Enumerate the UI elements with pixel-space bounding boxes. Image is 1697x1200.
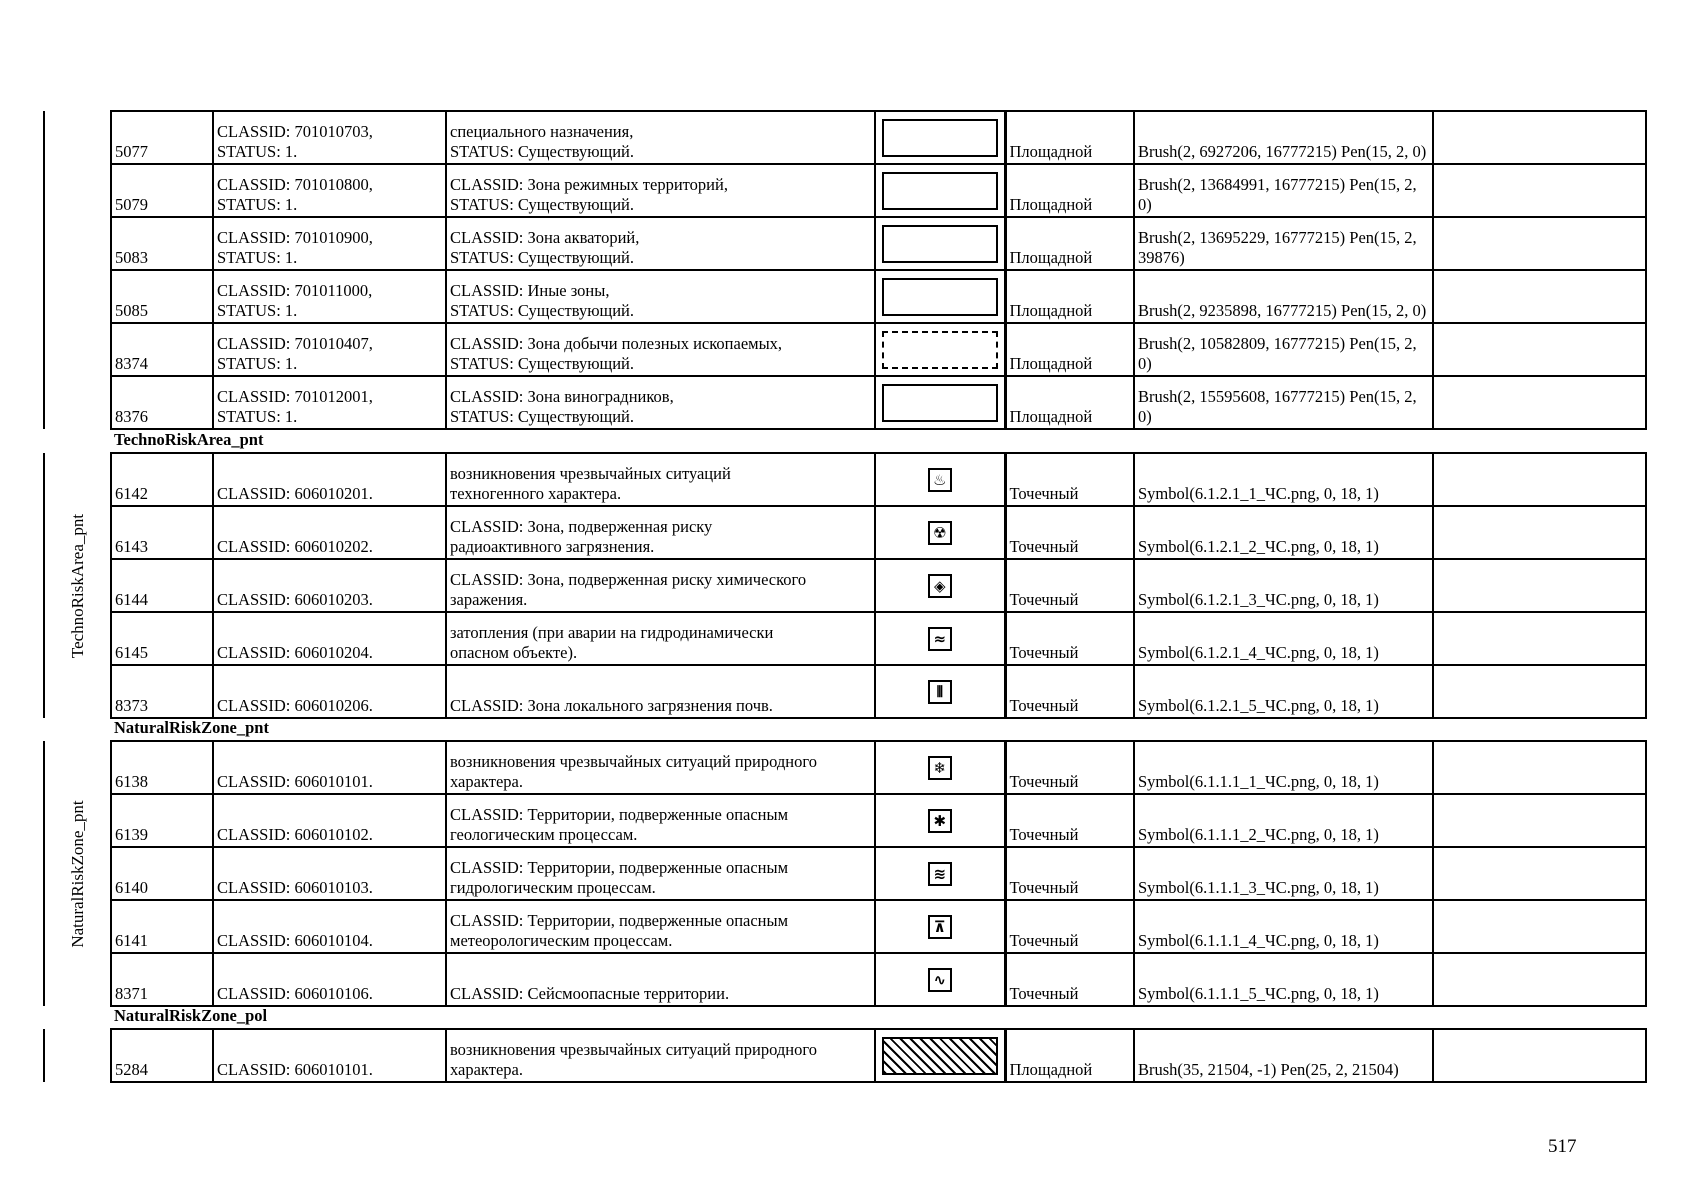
style-text: Brush(2, 9235898, 16777215) Pen(15, 2, 0)	[1138, 301, 1427, 320]
seismic-icon: ∿	[928, 968, 952, 992]
geometry-type: Площадной	[1009, 248, 1093, 267]
extra-cell	[1433, 900, 1646, 953]
style-text: Brush(2, 6927206, 16777215) Pen(15, 2, 0)	[1138, 142, 1427, 161]
soil-pollution-icon: ⦀	[928, 680, 952, 704]
classid-text: CLASSID: 701010800, STATUS: 1.	[217, 175, 373, 214]
extra-cell	[1433, 111, 1646, 164]
table-row	[44, 794, 1646, 847]
extra-cell	[1433, 847, 1646, 900]
description-cell	[446, 376, 875, 429]
style-text: Brush(2, 13684991, 16777215) Pen(15, 2, 0)	[1138, 175, 1417, 214]
description-text: возникновения чрезвычайных ситуаций техногенного характера.	[450, 464, 731, 503]
extra-cell	[1433, 164, 1646, 217]
code-cell	[111, 847, 213, 900]
area-fill-sample	[882, 225, 998, 263]
geometry-type: Точечный	[1009, 984, 1079, 1003]
classid-cell	[213, 164, 446, 217]
type-cell	[1005, 217, 1134, 270]
group-side-cell	[44, 741, 111, 1006]
geometry-type: Точечный	[1009, 484, 1079, 503]
classid-cell	[213, 665, 446, 718]
table-row	[44, 1029, 1646, 1082]
group-side-label: TechnoRiskArea_pnt	[67, 513, 87, 658]
type-cell	[1005, 794, 1134, 847]
description-text: возникновения чрезвычайных ситуаций природного характера.	[450, 1040, 817, 1079]
classid-text: CLASSID: 606010104.	[217, 931, 373, 950]
geometry-type: Площадной	[1009, 1060, 1093, 1079]
classid-cell	[213, 900, 446, 953]
group-title: TechnoRiskArea_pnt	[114, 430, 264, 449]
classid-text: CLASSID: 701010900, STATUS: 1.	[217, 228, 373, 267]
code-cell	[111, 164, 213, 217]
style-text: Brush(35, 21504, -1) Pen(25, 2, 21504)	[1138, 1060, 1399, 1079]
style-text: Symbol(6.1.2.1_2_ЧС.png, 0, 18, 1)	[1138, 537, 1379, 556]
description-text: CLASSID: Зона добычи полезных ископаемых, STATUS: Существующий.	[450, 334, 783, 373]
symbol-cell	[875, 953, 1005, 1006]
symbol-cell	[875, 665, 1005, 718]
style-text: Symbol(6.1.1.1_4_ЧС.png, 0, 18, 1)	[1138, 931, 1379, 950]
classid-text: CLASSID: 701012001, STATUS: 1.	[217, 387, 373, 426]
extra-cell	[1433, 665, 1646, 718]
description-cell	[446, 453, 875, 506]
description-cell	[446, 164, 875, 217]
code-cell	[111, 506, 213, 559]
type-cell	[1005, 506, 1134, 559]
table-row	[44, 665, 1646, 718]
geometry-type: Точечный	[1009, 878, 1079, 897]
description-cell	[446, 217, 875, 270]
description-text: CLASSID: Зона виноградников, STATUS: Существующий.	[450, 387, 674, 426]
table-row	[44, 900, 1646, 953]
group-side-label: NaturalRiskZone_pnt	[67, 799, 87, 948]
style-cell	[1134, 953, 1433, 1006]
table-row	[44, 847, 1646, 900]
symbol-cell	[875, 506, 1005, 559]
style-cell	[1134, 453, 1433, 506]
description-text: CLASSID: Зона локального загрязнения почв.	[450, 696, 773, 715]
style-cell	[1134, 612, 1433, 665]
description-text: CLASSID: Зона режимных территорий, STATUS: Существующий.	[450, 175, 728, 214]
style-cell	[1134, 164, 1433, 217]
style-cell	[1134, 506, 1433, 559]
extra-cell	[1433, 506, 1646, 559]
symbol-cell	[875, 794, 1005, 847]
geometry-type: Точечный	[1009, 643, 1079, 662]
radiation-icon: ☢	[928, 521, 952, 545]
object-code: 6141	[115, 931, 148, 950]
description-cell	[446, 794, 875, 847]
object-code: 8371	[115, 984, 148, 1003]
style-cell	[1134, 665, 1433, 718]
type-cell	[1005, 847, 1134, 900]
style-cell	[1134, 794, 1433, 847]
object-code: 5083	[115, 248, 148, 267]
style-cell	[1134, 323, 1433, 376]
classid-cell	[213, 111, 446, 164]
classid-text: CLASSID: 606010101.	[217, 1060, 373, 1079]
style-cell	[1134, 111, 1433, 164]
type-cell	[1005, 453, 1134, 506]
geometry-type: Точечный	[1009, 825, 1079, 844]
description-cell	[446, 506, 875, 559]
extra-cell	[1433, 741, 1646, 794]
table-row	[44, 376, 1646, 429]
classid-text: CLASSID: 606010202.	[217, 537, 373, 556]
code-cell	[111, 559, 213, 612]
style-cell	[1134, 900, 1433, 953]
extra-cell	[1433, 612, 1646, 665]
symbol-cell	[875, 217, 1005, 270]
code-cell	[111, 794, 213, 847]
description-cell	[446, 612, 875, 665]
area-fill-sample	[882, 384, 998, 422]
object-code: 6138	[115, 772, 148, 791]
extra-cell	[1433, 453, 1646, 506]
classid-cell	[213, 794, 446, 847]
style-text: Symbol(6.1.1.1_5_ЧС.png, 0, 18, 1)	[1138, 984, 1379, 1003]
style-text: Brush(2, 10582809, 16777215) Pen(15, 2, 0)	[1138, 334, 1417, 373]
type-cell	[1005, 1029, 1134, 1082]
style-text: Symbol(6.1.2.1_5_ЧС.png, 0, 18, 1)	[1138, 696, 1379, 715]
classid-cell	[213, 953, 446, 1006]
symbol-cell	[875, 376, 1005, 429]
geometry-type: Точечный	[1009, 590, 1079, 609]
table-row	[44, 506, 1646, 559]
snowflake-icon: ❄	[928, 756, 952, 780]
extra-cell	[1433, 559, 1646, 612]
symbol-cell	[875, 847, 1005, 900]
style-cell	[1134, 847, 1433, 900]
geometry-type: Площадной	[1009, 354, 1093, 373]
area-fill-sample	[882, 172, 998, 210]
classid-cell	[213, 323, 446, 376]
description-cell	[446, 270, 875, 323]
code-cell	[111, 612, 213, 665]
type-cell	[1005, 953, 1134, 1006]
classid-text: CLASSID: 701010703, STATUS: 1.	[217, 122, 373, 161]
classid-text: CLASSID: 606010103.	[217, 878, 373, 897]
description-text: CLASSID: Сейсмоопасные территории.	[450, 984, 730, 1003]
code-cell	[111, 376, 213, 429]
style-cell	[1134, 559, 1433, 612]
description-text: CLASSID: Территории, подверженные опасным геологическим процессам.	[450, 805, 789, 844]
description-cell	[446, 323, 875, 376]
page-number: 517	[1548, 1136, 1577, 1157]
description-text: CLASSID: Зона, подверженная риску химического заражения.	[450, 570, 807, 609]
geometry-type: Площадной	[1009, 301, 1093, 320]
classid-text: CLASSID: 701011000, STATUS: 1.	[217, 281, 373, 320]
symbol-cell	[875, 900, 1005, 953]
code-cell	[111, 953, 213, 1006]
dashed-border-sample	[882, 331, 998, 369]
type-cell	[1005, 111, 1134, 164]
description-cell	[446, 111, 875, 164]
classid-cell	[213, 270, 446, 323]
legend-table	[43, 1028, 1647, 1083]
object-code: 5284	[115, 1060, 148, 1079]
legend-table	[43, 740, 1647, 1007]
geology-icon: ✱	[928, 809, 952, 833]
symbol-cell	[875, 164, 1005, 217]
classid-text: CLASSID: 606010106.	[217, 984, 373, 1003]
code-cell	[111, 1029, 213, 1082]
style-text: Symbol(6.1.2.1_1_ЧС.png, 0, 18, 1)	[1138, 484, 1379, 503]
object-code: 8374	[115, 354, 148, 373]
code-cell	[111, 111, 213, 164]
object-code: 5079	[115, 195, 148, 214]
group-side-cell	[44, 453, 111, 718]
style-cell	[1134, 741, 1433, 794]
type-cell	[1005, 900, 1134, 953]
table-row	[44, 111, 1646, 164]
code-cell	[111, 900, 213, 953]
description-text: CLASSID: Иные зоны, STATUS: Существующий.	[450, 281, 635, 320]
object-code: 6139	[115, 825, 148, 844]
style-cell	[1134, 217, 1433, 270]
style-text: Symbol(6.1.1.1_3_ЧС.png, 0, 18, 1)	[1138, 878, 1379, 897]
geometry-type: Площадной	[1009, 195, 1093, 214]
classid-cell	[213, 217, 446, 270]
geometry-type: Площадной	[1009, 142, 1093, 161]
code-cell	[111, 453, 213, 506]
type-cell	[1005, 559, 1134, 612]
geometry-type: Точечный	[1009, 537, 1079, 556]
object-code: 6144	[115, 590, 148, 609]
symbol-cell	[875, 741, 1005, 794]
extra-cell	[1433, 270, 1646, 323]
style-text: Symbol(6.1.2.1_3_ЧС.png, 0, 18, 1)	[1138, 590, 1379, 609]
classid-cell	[213, 847, 446, 900]
classid-text: CLASSID: 606010101.	[217, 772, 373, 791]
fire-icon: ♨	[928, 468, 952, 492]
geometry-type: Точечный	[1009, 931, 1079, 950]
extra-cell	[1433, 1029, 1646, 1082]
object-code: 8373	[115, 696, 148, 715]
classid-text: CLASSID: 606010102.	[217, 825, 373, 844]
classid-text: CLASSID: 606010204.	[217, 643, 373, 662]
type-cell	[1005, 270, 1134, 323]
classid-text: CLASSID: 606010201.	[217, 484, 373, 503]
classid-cell	[213, 612, 446, 665]
type-cell	[1005, 741, 1134, 794]
description-text: возникновения чрезвычайных ситуаций природного характера.	[450, 752, 817, 791]
type-cell	[1005, 323, 1134, 376]
object-code: 5085	[115, 301, 148, 320]
area-fill-sample	[882, 119, 998, 157]
code-cell	[111, 270, 213, 323]
symbol-cell	[875, 453, 1005, 506]
type-cell	[1005, 164, 1134, 217]
geometry-type: Площадной	[1009, 407, 1093, 426]
extra-cell	[1433, 794, 1646, 847]
description-cell	[446, 559, 875, 612]
description-cell	[446, 953, 875, 1006]
object-code: 6145	[115, 643, 148, 662]
extra-cell	[1433, 376, 1646, 429]
table-row	[44, 217, 1646, 270]
group-side-cell	[44, 1029, 111, 1082]
table-row	[44, 559, 1646, 612]
weather-icon: ⊼	[928, 915, 952, 939]
object-code: 8376	[115, 407, 148, 426]
code-cell	[111, 741, 213, 794]
flood-icon: ≈	[928, 627, 952, 651]
style-text: Symbol(6.1.1.1_2_ЧС.png, 0, 18, 1)	[1138, 825, 1379, 844]
classid-text: CLASSID: 606010206.	[217, 696, 373, 715]
type-cell	[1005, 376, 1134, 429]
style-text: Brush(2, 13695229, 16777215) Pen(15, 2, 39876)	[1138, 228, 1417, 267]
legend-table	[43, 452, 1647, 719]
symbol-cell	[875, 323, 1005, 376]
table-row	[44, 323, 1646, 376]
symbol-cell	[875, 612, 1005, 665]
symbol-cell	[875, 111, 1005, 164]
description-cell	[446, 1029, 875, 1082]
group-side-cell	[44, 111, 111, 429]
style-cell	[1134, 376, 1433, 429]
classid-cell	[213, 1029, 446, 1082]
classid-cell	[213, 741, 446, 794]
code-cell	[111, 217, 213, 270]
table-row	[44, 164, 1646, 217]
classid-text: CLASSID: 701010407, STATUS: 1.	[217, 334, 373, 373]
symbol-cell	[875, 1029, 1005, 1082]
style-text: Symbol(6.1.2.1_4_ЧС.png, 0, 18, 1)	[1138, 643, 1379, 662]
area-fill-sample	[882, 278, 998, 316]
group-title: NaturalRiskZone_pnt	[114, 718, 269, 737]
classid-cell	[213, 506, 446, 559]
geometry-type: Точечный	[1009, 696, 1079, 715]
description-text: специального назначения, STATUS: Существующий.	[450, 122, 635, 161]
code-cell	[111, 665, 213, 718]
table-row	[44, 453, 1646, 506]
classid-cell	[213, 559, 446, 612]
extra-cell	[1433, 323, 1646, 376]
description-cell	[446, 900, 875, 953]
style-text: Brush(2, 15595608, 16777215) Pen(15, 2, 0)	[1138, 387, 1417, 426]
object-code: 6143	[115, 537, 148, 556]
description-cell	[446, 665, 875, 718]
description-text: CLASSID: Зона, подверженная риску радиоактивного загрязнения.	[450, 517, 713, 556]
object-code: 5077	[115, 142, 148, 161]
legend-table	[43, 110, 1647, 430]
table-row	[44, 612, 1646, 665]
style-text: Symbol(6.1.1.1_1_ЧС.png, 0, 18, 1)	[1138, 772, 1379, 791]
object-code: 6140	[115, 878, 148, 897]
extra-cell	[1433, 953, 1646, 1006]
style-cell	[1134, 1029, 1433, 1082]
hatched-fill-sample	[882, 1037, 998, 1075]
symbol-cell	[875, 559, 1005, 612]
classid-text: CLASSID: 606010203.	[217, 590, 373, 609]
type-cell	[1005, 665, 1134, 718]
geometry-type: Точечный	[1009, 772, 1079, 791]
group-title: NaturalRiskZone_pol	[114, 1006, 268, 1025]
code-cell	[111, 323, 213, 376]
table-row	[44, 270, 1646, 323]
extra-cell	[1433, 217, 1646, 270]
chemical-icon: ◈	[928, 574, 952, 598]
style-cell	[1134, 270, 1433, 323]
table-row	[44, 953, 1646, 1006]
classid-cell	[213, 453, 446, 506]
description-cell	[446, 847, 875, 900]
description-cell	[446, 741, 875, 794]
table-row	[44, 741, 1646, 794]
waves-icon: ≋	[928, 862, 952, 886]
type-cell	[1005, 612, 1134, 665]
object-code: 6142	[115, 484, 148, 503]
description-text: затопления (при аварии на гидродинамически опасном объекте).	[450, 623, 774, 662]
symbol-cell	[875, 270, 1005, 323]
classid-cell	[213, 376, 446, 429]
description-text: CLASSID: Территории, подверженные опасным метеорологическим процессам.	[450, 911, 789, 950]
description-text: CLASSID: Зона акваторий, STATUS: Существующий.	[450, 228, 640, 267]
description-text: CLASSID: Территории, подверженные опасным гидрологическим процессам.	[450, 858, 789, 897]
